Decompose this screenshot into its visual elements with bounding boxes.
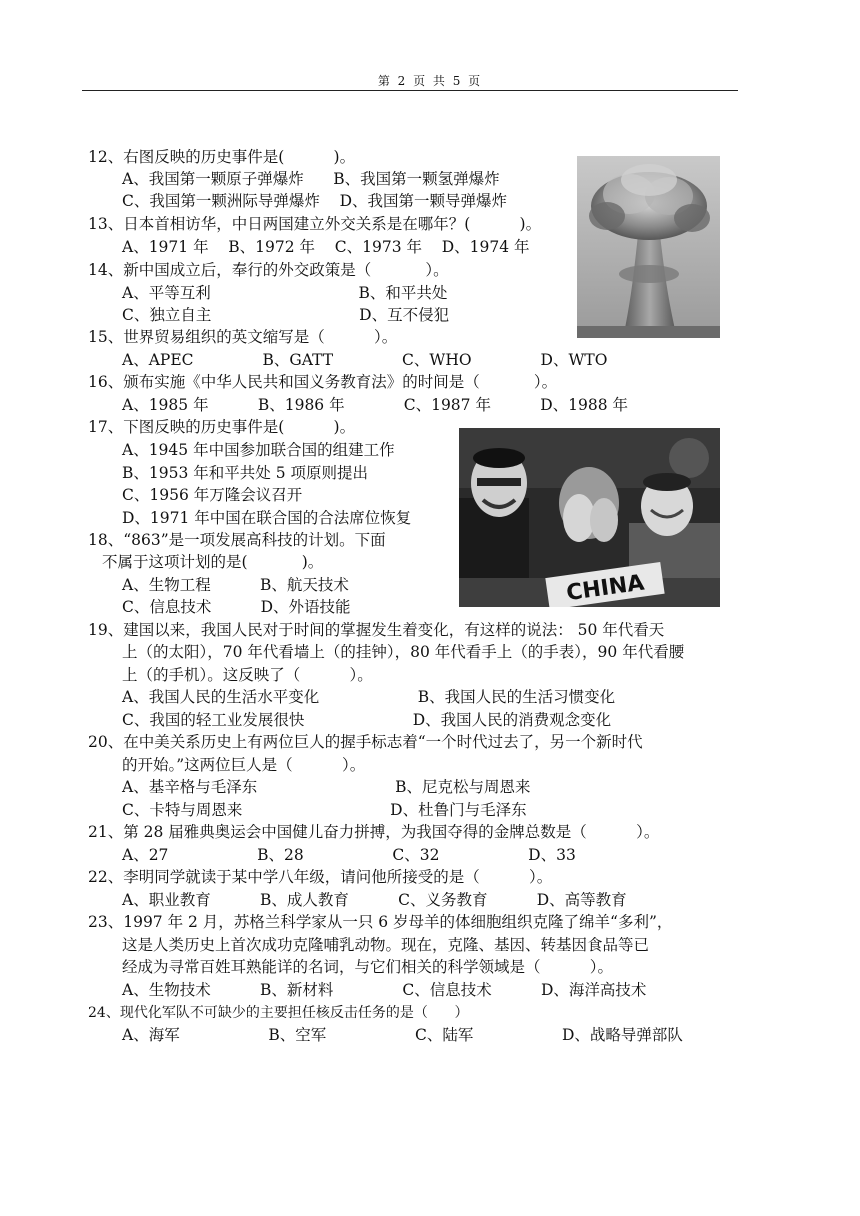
question-18-options-ab: A、生物工程 B、航天技术 bbox=[122, 576, 349, 594]
question-17-option-d: D、1971 年中国在联合国的合法席位恢复 bbox=[122, 509, 412, 527]
question-17-option-b: B、1953 年和平共处 5 项原则提出 bbox=[122, 464, 368, 482]
question-23-stem: 23、1997 年 2 月，苏格兰科学家从一只 6 岁母羊的体细胞组织克隆了绵羊“多利”， bbox=[88, 913, 673, 931]
question-21-stem: 21、第 28 届雅典奥运会中国健儿奋力拼搏，为我国夺得的金牌总数是（ ）。 bbox=[88, 823, 660, 841]
question-16-stem: 16、颁布实施《中华人民共和国义务教育法》的时间是（ ）。 bbox=[88, 373, 558, 391]
question-20-options-ab: A、基辛格与毛泽东 B、尼克松与周恩来 bbox=[122, 778, 531, 796]
question-23-options: A、生物技术 B、新材料 C、信息技术 D、海洋高技术 bbox=[122, 981, 647, 999]
page-header: 第 2 页 共 5 页 bbox=[377, 74, 483, 88]
question-16-options: A、1985 年 B、1986 年 C、1987 年 D、1988 年 bbox=[122, 396, 629, 414]
china-sign-text: CHINA bbox=[564, 570, 646, 607]
question-15-stem: 15、世界贸易组织的英文缩写是（ ）。 bbox=[88, 328, 398, 346]
question-19-stem-line2: 上（的太阳），70 年代看墙上（的挂钟），80 年代看手上（的手表），90 年代看腰 bbox=[122, 643, 685, 661]
question-20-stem: 20、在中美关系历史上有两位巨人的握手标志着“一个时代过去了，另一个新时代 bbox=[88, 733, 643, 751]
question-18-stem-cont: 不属于这项计划的是( )。 bbox=[102, 553, 324, 571]
question-23-stem-line2: 这是人类历史上首次成功克隆哺乳动物。现在，克隆、基因、转基因食品等已 bbox=[122, 936, 650, 954]
mushroom-cloud-photo bbox=[577, 156, 720, 338]
question-18-options-cd: C、信息技术 D、外语技能 bbox=[122, 598, 351, 616]
question-22-stem: 22、李明同学就读于某中学八年级，请问他所接受的是（ ）。 bbox=[88, 868, 553, 886]
question-14-stem: 14、新中国成立后，奉行的外交政策是（ ）。 bbox=[88, 261, 449, 279]
question-21-options: A、27 B、28 C、32 D、33 bbox=[122, 846, 576, 864]
question-12-stem: 12、右图反映的历史事件是( )。 bbox=[88, 148, 356, 166]
question-12-options-ab: A、我国第一颗原子弹爆炸 B、我国第一颗氢弹爆炸 bbox=[122, 170, 500, 188]
question-12-options-cd: C、我国第一颗洲际导弹爆炸 D、我国第一颗导弹爆炸 bbox=[122, 192, 507, 210]
question-17-option-c: C、1956 年万隆会议召开 bbox=[122, 486, 303, 504]
question-19-stem-line3: 上（的手机）。这反映了（ ）。 bbox=[122, 666, 373, 684]
question-19-options-ab: A、我国人民的生活水平变化 B、我国人民的生活习惯变化 bbox=[122, 688, 616, 706]
un-delegation-photo bbox=[459, 428, 720, 607]
question-15-options: A、APEC B、GATT C、WHO D、WTO bbox=[122, 351, 608, 369]
question-18-stem: 18、“863”是一项发展高科技的计划。下面 bbox=[88, 531, 386, 549]
question-23-stem-line3: 经成为寻常百姓耳熟能详的名词，与它们相关的科学领域是（ ）。 bbox=[122, 958, 614, 976]
question-13-stem: 13、日本首相访华，中日两国建立外交关系是在哪年？( )。 bbox=[88, 215, 542, 233]
question-22-options: A、职业教育 B、成人教育 C、义务教育 D、高等教育 bbox=[122, 891, 627, 909]
question-14-options-ab: A、平等互利 B、和平共处 bbox=[122, 284, 448, 302]
question-17-option-a: A、1945 年中国参加联合国的组建工作 bbox=[122, 441, 395, 459]
header-rule bbox=[82, 90, 738, 91]
question-20-stem-line2: 的开始。”这两位巨人是（ ）。 bbox=[122, 756, 366, 774]
question-24-stem: 24、现代化军队不可缺少的主要担任核反击任务的是（ ） bbox=[88, 1005, 469, 1021]
question-13-options: A、1971 年 B、1972 年 C、1973 年 D、1974 年 bbox=[122, 238, 530, 256]
question-20-options-cd: C、卡特与周恩来 D、杜鲁门与毛泽东 bbox=[122, 801, 527, 819]
question-19-stem: 19、建国以来，我国人民对于时间的掌握发生着变化，有这样的说法： 50 年代看天 bbox=[88, 621, 665, 639]
question-17-stem: 17、下图反映的历史事件是( )。 bbox=[88, 418, 356, 436]
question-19-options-cd: C、我国的轻工业发展很快 D、我国人民的消费观念变化 bbox=[122, 711, 612, 729]
question-24-options: A、海军 B、空军 C、陆军 D、战略导弹部队 bbox=[122, 1026, 683, 1044]
question-14-options-cd: C、独立自主 D、互不侵犯 bbox=[122, 306, 450, 324]
